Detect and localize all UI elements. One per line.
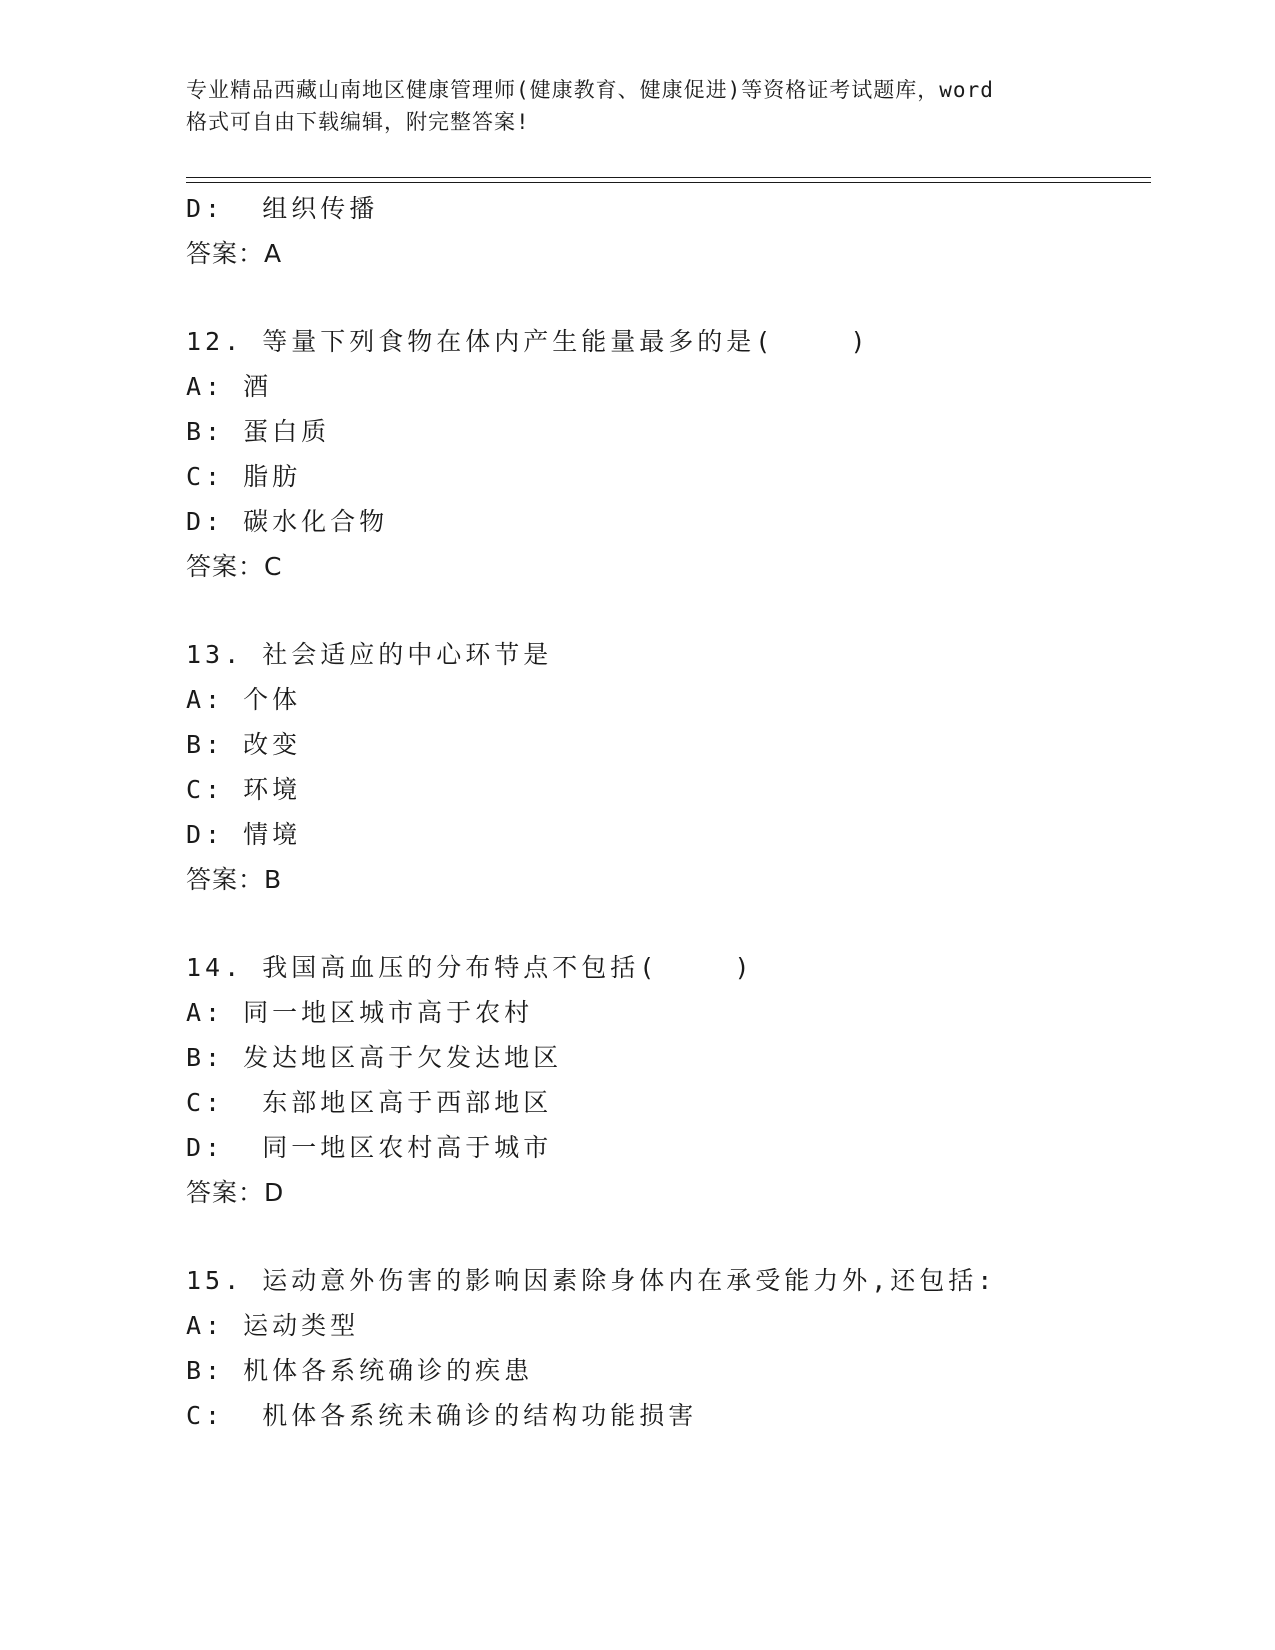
question-12-option-b: B: 蛋白质 <box>186 417 331 446</box>
question-14-option-b: B: 发达地区高于欠发达地区 <box>186 1043 563 1072</box>
question-13-option-d: D: 情境 <box>186 820 302 849</box>
question-12-option-a: A: 酒 <box>186 372 273 401</box>
question-14-stem: 14. 我国高血压的分布特点不包括( ) <box>186 953 754 982</box>
question-12-stem: 12. 等量下列食物在体内产生能量最多的是( ) <box>186 327 870 356</box>
question-12-answer: 答案：C <box>186 552 283 581</box>
question-14-option-c: C: 东部地区高于西部地区 <box>186 1088 553 1117</box>
question-15-stem: 15. 运动意外伤害的影响因素除身体内在承受能力外,还包括: <box>186 1266 997 1295</box>
question-13-stem: 13. 社会适应的中心环节是 <box>186 640 553 669</box>
document-header <box>186 74 1086 138</box>
header-divider-top <box>186 177 1151 178</box>
prev-question-option-d: D: 组织传播 <box>186 194 379 223</box>
question-15-option-a: A: 运动类型 <box>186 1311 360 1340</box>
question-15-option-b: B: 机体各系统确诊的疾患 <box>186 1356 534 1385</box>
question-13-option-a: A: 个体 <box>186 685 302 714</box>
question-15-option-c: C: 机体各系统未确诊的结构功能损害 <box>186 1401 698 1430</box>
header-line-1: 专业精品西藏山南地区健康管理师(健康教育、健康促进)等资格证考试题库，word <box>186 78 994 102</box>
question-13-option-b: B: 改变 <box>186 730 302 759</box>
question-13-option-c: C: 环境 <box>186 775 302 804</box>
header-divider-bottom <box>186 182 1151 183</box>
prev-question-answer: 答案：A <box>186 239 283 268</box>
question-14-answer: 答案：D <box>186 1178 285 1207</box>
question-12-option-c: C: 脂肪 <box>186 462 302 491</box>
header-line-2: 格式可自由下载编辑，附完整答案! <box>186 110 530 134</box>
question-14-option-a: A: 同一地区城市高于农村 <box>186 998 534 1027</box>
question-12-option-d: D: 碳水化合物 <box>186 507 389 536</box>
question-14-option-d: D: 同一地区农村高于城市 <box>186 1133 553 1162</box>
question-13-answer: 答案：B <box>186 865 283 894</box>
